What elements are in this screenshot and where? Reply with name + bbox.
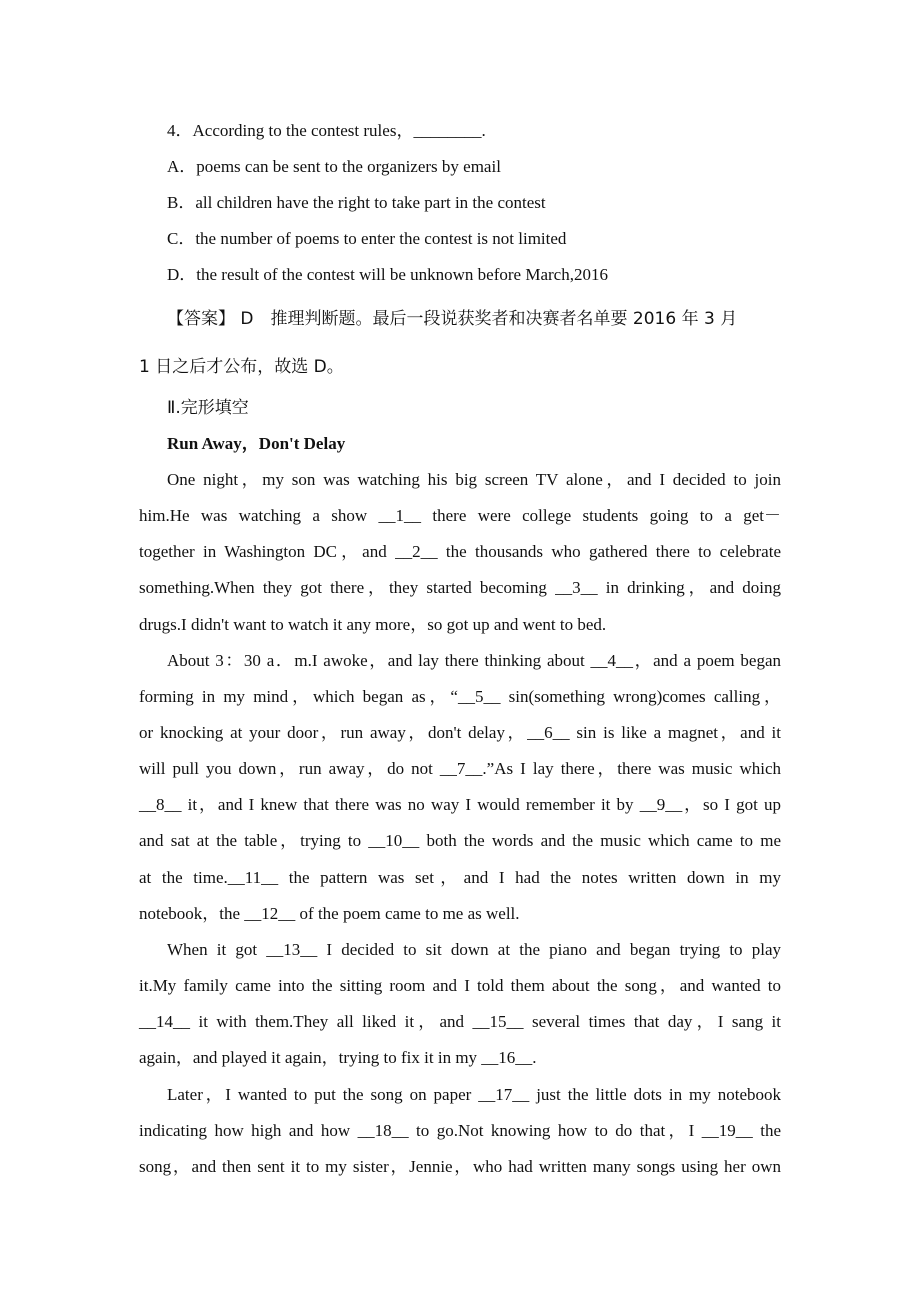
p1-line-4: something.When they got there，they started becoming __3__ in drinking，and doing [139,578,781,597]
p1-line-5: drugs.I didn't want to watch it any more，so got up and went to bed. [139,615,607,634]
p4-line-1: Later，I wanted to put the song on paper __17__ just the little dots in my notebook [167,1085,781,1104]
p4-line-3: song，and then sent it to my sister，Jennie，who had written many songs using her own [139,1157,781,1176]
p2-line-8: notebook，the __12__ of the poem came to me as well. [139,904,520,923]
answer-line-1: 【答案】 D 推理判断题。最后一段说获奖者和决赛者名单要 2016 年 3 月 [167,309,738,329]
p1-line-3: together in Washington DC，and __2__ the thousands who gathered there to celebrate [139,542,781,561]
p2-line-6: and sat at the table，trying to __10__ both the words and the music which came to me [139,831,781,850]
option-a: A．poems can be sent to the organizers by email [167,157,501,176]
option-c: C．the number of poems to enter the contest is not limited [167,229,567,248]
p1-line-1: One night，my son was watching his big screen TV alone，and I decided to join [167,470,781,489]
option-b: B．all children have the right to take part in the contest [167,193,546,212]
passage-title: Run Away，Don't Delay [167,434,346,453]
p2-line-2: forming in my mind，which began as，“__5__ sin(something wrong)comes calling， [139,687,781,706]
p3-line-3: __14__ it with them.They all liked it，and __15__ several times that day，I sang it [139,1012,781,1031]
p3-line-2: it.My family came into the sitting room and I told them about the song，and wanted to [139,976,781,995]
p3-line-1: When it got __13__ I decided to sit down at the piano and began trying to play [167,940,781,959]
p3-line-4: again，and played it again，trying to fix it in my __16__. [139,1048,537,1067]
p1-line-2: him.He was watching a show __1__ there were college students going to a get－ [139,506,781,525]
answer-line-2: 1 日之后才公布，故选 D。 [139,357,344,377]
p2-line-1: About 3：30 a．m.I awoke，and lay there thinking about __4__，and a poem began [167,651,781,670]
option-d: D．the result of the contest will be unknown before March,2016 [167,265,608,284]
p2-line-4: will pull you down，run away，do not __7__.”As I lay there，there was music which [139,759,781,778]
p4-line-2: indicating how high and how __18__ to go.Not knowing how to do that，I __19__ the [139,1121,781,1140]
p2-line-5: __8__ it，and I knew that there was no way I would remember it by __9__，so I got up [139,795,781,814]
question-stem: 4．According to the contest rules，________. [167,121,486,140]
p2-line-7: at the time.__11__ the pattern was set，and I had the notes written down in my [139,868,781,887]
p2-line-3: or knocking at your door，run away，don't delay，__6__ sin is like a magnet，and it [139,723,781,742]
section-heading: Ⅱ.完形填空 [167,398,249,418]
